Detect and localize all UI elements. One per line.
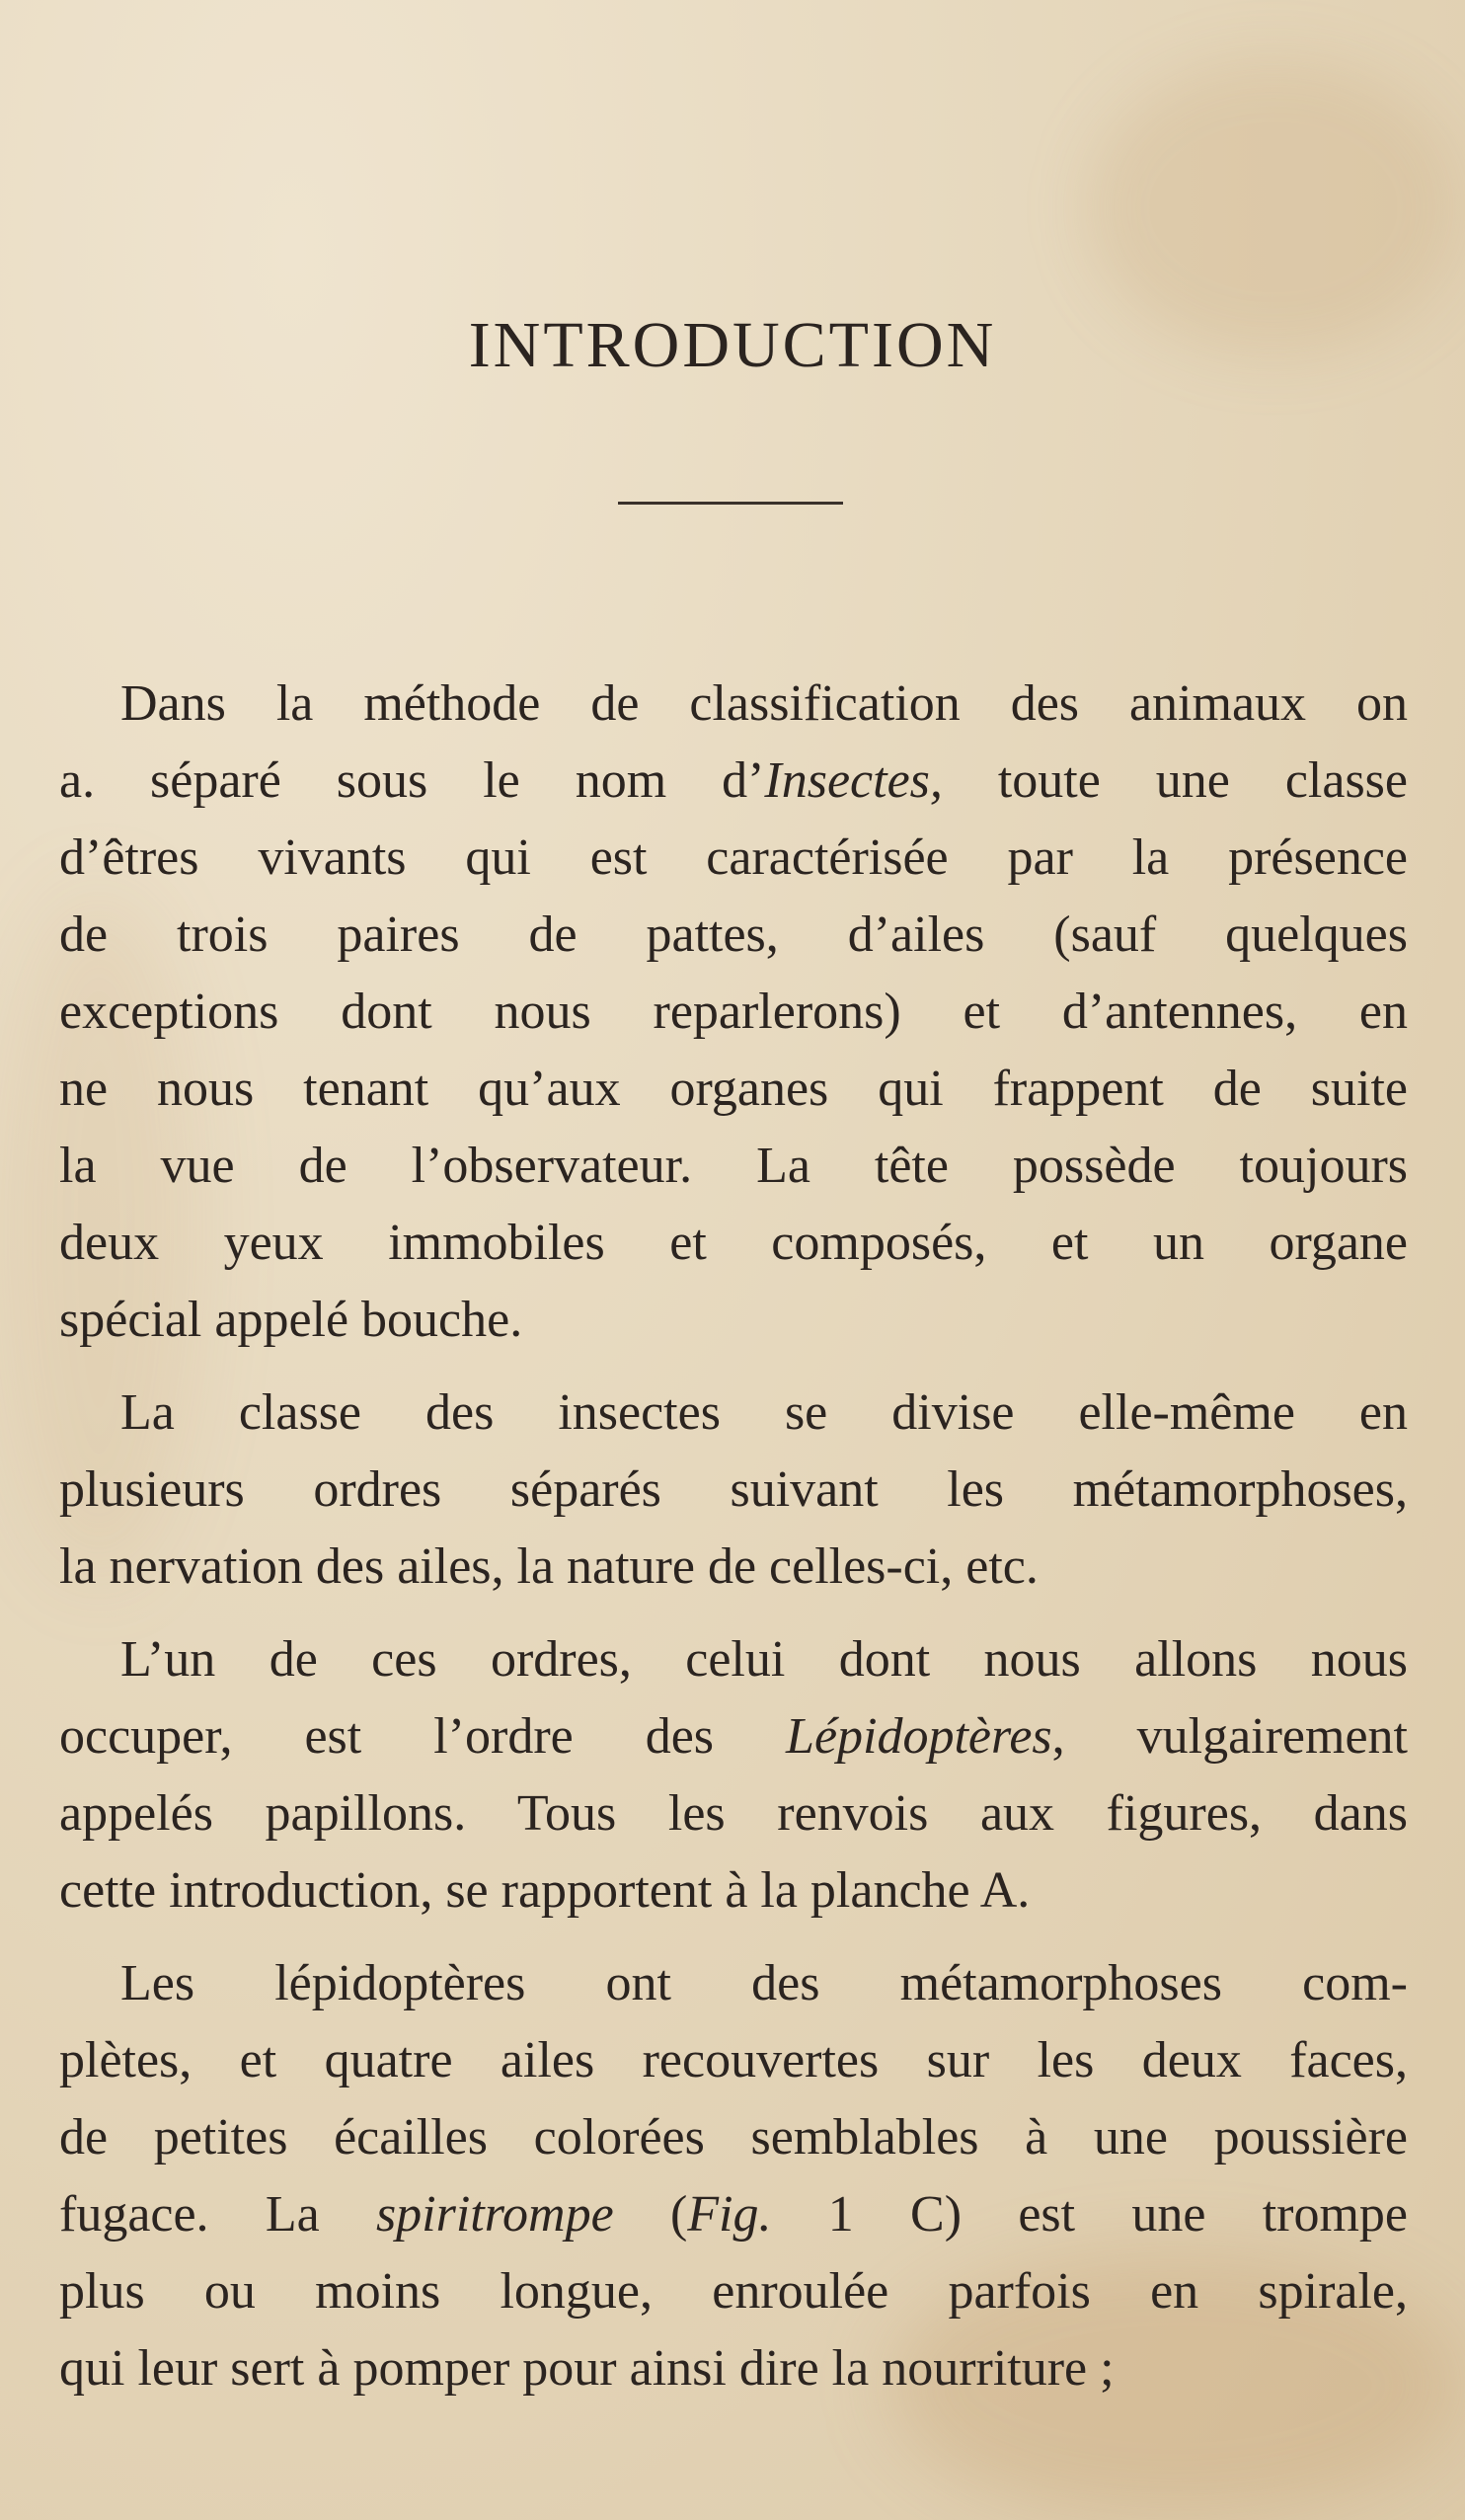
text-line xyxy=(59,820,1408,897)
text-line xyxy=(59,2022,1408,2099)
page-title: INTRODUCTION xyxy=(468,309,997,381)
italic-text: Insectes, xyxy=(764,752,943,809)
text-line xyxy=(59,2253,1408,2330)
text-segment: la nervation des ailes, la nature de celles-ci, etc. xyxy=(59,1538,1039,1595)
italic-text: Fig. xyxy=(687,2186,772,2243)
body-text xyxy=(59,666,1408,2423)
text-segment: de trois paires de pattes, d’ailes (sauf quelques xyxy=(59,906,1408,963)
text-segment: toute une classe xyxy=(942,752,1408,809)
text-segment: occuper, est l’ordre des xyxy=(59,1708,787,1765)
text-segment: de petites écailles colorées semblables à une poussière xyxy=(59,2109,1408,2166)
text-line xyxy=(59,1775,1408,1852)
text-segment: plus ou moins longue, enroulée parfois en spirale, xyxy=(59,2263,1408,2320)
text-line xyxy=(59,1621,1408,1698)
text-segment: La classe des insectes se divise elle-même en xyxy=(120,1384,1408,1441)
text-line xyxy=(59,2330,1408,2407)
text-line xyxy=(59,1282,1408,1359)
text-line xyxy=(59,1529,1408,1606)
italic-text: Lépidoptères xyxy=(786,1708,1052,1765)
text-line xyxy=(59,1051,1408,1128)
text-line xyxy=(59,666,1408,743)
text-segment: appelés papillons. Tous les renvois aux figures, dans xyxy=(59,1785,1408,1842)
text-segment: plètes, et quatre ailes recouvertes sur les deux faces, xyxy=(59,2032,1408,2088)
italic-text: spiritrompe xyxy=(375,2186,614,2243)
text-segment: exceptions dont nous reparlerons) et d’antennes, en xyxy=(59,984,1408,1040)
text-segment: fugace. La xyxy=(59,2186,376,2243)
text-line xyxy=(59,1452,1408,1529)
text-line xyxy=(59,1205,1408,1282)
text-segment: ( xyxy=(613,2186,688,2243)
title-divider xyxy=(618,502,843,505)
text-line xyxy=(59,1375,1408,1452)
text-line xyxy=(59,1128,1408,1205)
text-line xyxy=(59,743,1408,820)
text-line xyxy=(59,1852,1408,1929)
text-line xyxy=(59,1945,1408,2022)
text-segment: ne nous tenant qu’aux organes qui frappent de suite xyxy=(59,1061,1408,1117)
text-segment: d’êtres vivants qui est caractérisée par la présence xyxy=(59,829,1408,886)
text-segment: spécial appelé bouche. xyxy=(59,1292,523,1348)
text-segment: Dans la méthode de classification des animaux on xyxy=(120,675,1408,732)
text-segment: Les lépidoptères ont des métamorphoses com- xyxy=(120,1955,1408,2011)
text-line xyxy=(59,1698,1408,1775)
text-line xyxy=(59,897,1408,974)
text-segment: L’un de ces ordres, celui dont nous allons nous xyxy=(120,1631,1408,1688)
text-line xyxy=(59,2176,1408,2253)
text-segment: la vue de l’observateur. La tête possède toujours xyxy=(59,1138,1408,1194)
text-line xyxy=(59,2099,1408,2176)
text-segment: cette introduction, se rapportent à la planche A. xyxy=(59,1862,1031,1919)
text-segment: plusieurs ordres séparés suivant les métamorphoses, xyxy=(59,1461,1408,1518)
paragraph xyxy=(59,1375,1408,1606)
text-segment: a. séparé sous le nom d’ xyxy=(59,752,765,809)
text-segment: , vulgairement xyxy=(1051,1708,1408,1765)
paragraph xyxy=(59,666,1408,1359)
text-segment: 1 C) est une trompe xyxy=(771,2186,1408,2243)
paragraph xyxy=(59,1621,1408,1929)
text-segment: qui leur sert à pomper pour ainsi dire la nourriture ; xyxy=(59,2340,1115,2397)
text-line xyxy=(59,974,1408,1051)
paragraph xyxy=(59,1945,1408,2407)
text-segment: deux yeux immobiles et composés, et un organe xyxy=(59,1215,1408,1271)
